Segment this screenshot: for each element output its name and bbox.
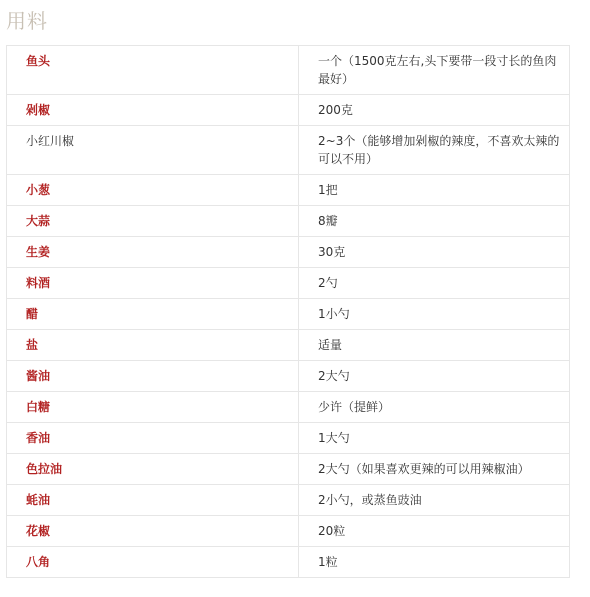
ingredient-name: 生姜	[7, 237, 299, 268]
ingredient-row	[7, 485, 570, 516]
ingredient-amount: 2大勺	[299, 361, 570, 392]
ingredient-name: 盐	[7, 330, 299, 361]
ingredient-row	[7, 175, 570, 206]
ingredient-row	[7, 516, 570, 547]
ingredient-amount: 少许（提鲜）	[299, 392, 570, 423]
ingredient-amount: 1大勺	[299, 423, 570, 454]
ingredient-amount: 8瓣	[299, 206, 570, 237]
ingredient-name: 小葱	[7, 175, 299, 206]
ingredient-amount: 2小勺，或蒸鱼豉油	[299, 485, 570, 516]
ingredient-amount: 20粒	[299, 516, 570, 547]
ingredient-row	[7, 392, 570, 423]
ingredient-name: 香油	[7, 423, 299, 454]
ingredient-amount: 一个（1500克左右,头下要带一段寸长的鱼肉最好）	[299, 46, 570, 95]
ingredient-name: 白糖	[7, 392, 299, 423]
ingredient-amount: 1小勺	[299, 299, 570, 330]
ingredient-name: 料酒	[7, 268, 299, 299]
ingredient-row	[7, 268, 570, 299]
ingredient-amount: 2~3个（能够增加剁椒的辣度，不喜欢太辣的可以不用）	[299, 126, 570, 175]
section-title: 用料	[6, 9, 48, 33]
ingredient-amount: 适量	[299, 330, 570, 361]
ingredient-name: 蚝油	[7, 485, 299, 516]
ingredient-row	[7, 454, 570, 485]
ingredient-row	[7, 423, 570, 454]
ingredient-row	[7, 330, 570, 361]
ingredient-amount: 2勺	[299, 268, 570, 299]
ingredient-name: 花椒	[7, 516, 299, 547]
ingredient-name: 醋	[7, 299, 299, 330]
ingredient-name: 八角	[7, 547, 299, 578]
ingredient-name: 色拉油	[7, 454, 299, 485]
ingredient-row	[7, 206, 570, 237]
ingredient-row	[7, 95, 570, 126]
ingredient-row	[7, 361, 570, 392]
ingredients-table-body	[7, 46, 570, 578]
ingredient-name: 大蒜	[7, 206, 299, 237]
ingredient-name: 小红川椒	[7, 126, 299, 175]
ingredient-name: 鱼头	[7, 46, 299, 95]
ingredient-amount: 2大勺（如果喜欢更辣的可以用辣椒油）	[299, 454, 570, 485]
ingredient-row	[7, 46, 570, 95]
ingredient-name: 酱油	[7, 361, 299, 392]
ingredients-table	[6, 45, 570, 578]
ingredient-amount: 1粒	[299, 547, 570, 578]
ingredient-amount: 200克	[299, 95, 570, 126]
ingredient-amount: 30克	[299, 237, 570, 268]
ingredient-row	[7, 299, 570, 330]
ingredient-row	[7, 126, 570, 175]
ingredient-name: 剁椒	[7, 95, 299, 126]
ingredient-row	[7, 547, 570, 578]
ingredient-amount: 1把	[299, 175, 570, 206]
ingredient-row	[7, 237, 570, 268]
